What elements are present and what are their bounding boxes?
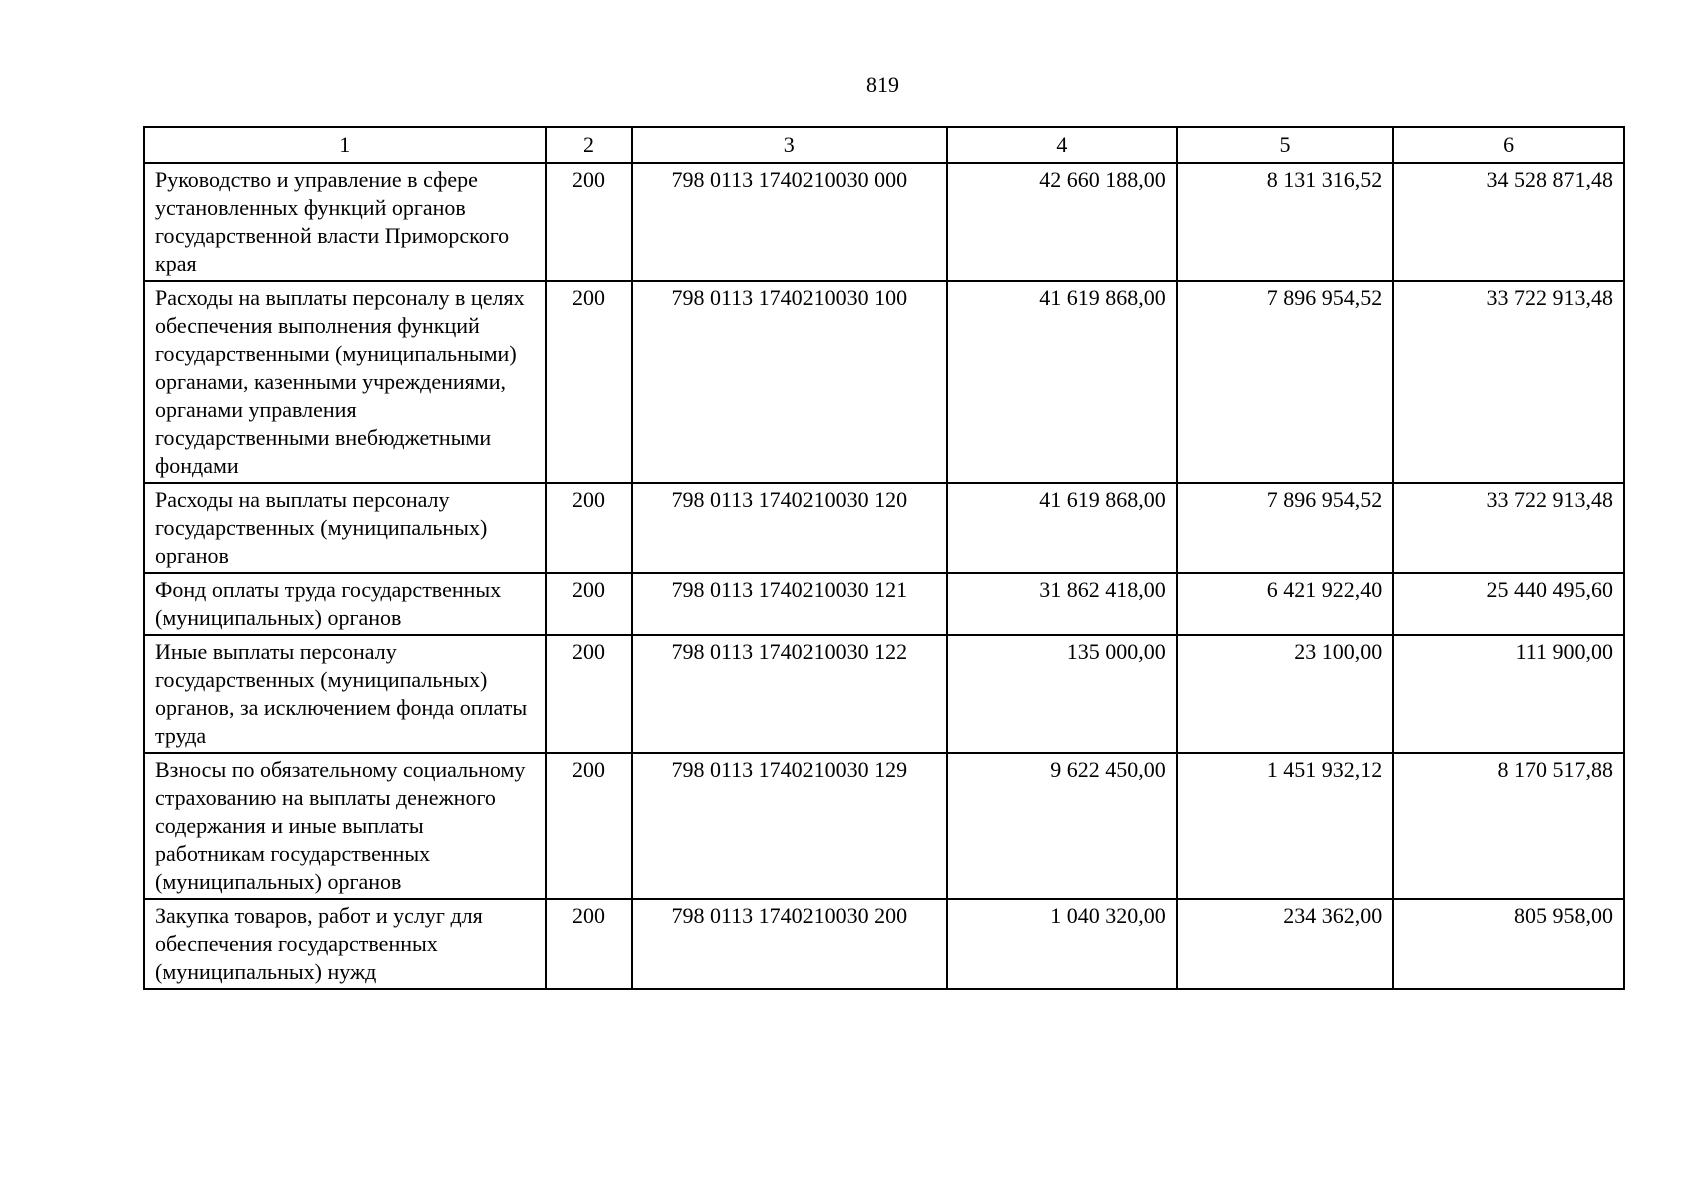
row-name-cell: Расходы на выплаты персоналу государственных (муниципальных) органов (144, 483, 546, 573)
row-name-cell: Взносы по обязательному социальному страхованию на выплаты денежного содержания и иные выплаты работникам государственных (муниципальных) органов (144, 753, 546, 899)
row-code-cell: 200 (546, 163, 632, 281)
row-remaining-cell: 34 528 871,48 (1393, 163, 1624, 281)
row-remaining-cell: 33 722 913,48 (1393, 281, 1624, 483)
table-row (144, 281, 1624, 483)
row-executed-cell: 8 131 316,52 (1177, 163, 1394, 281)
row-code-cell: 200 (546, 753, 632, 899)
row-approved-cell: 1 040 320,00 (947, 899, 1177, 989)
row-kbk-cell: 798 0113 1740210030 000 (632, 163, 948, 281)
row-approved-cell: 135 000,00 (947, 635, 1177, 753)
budget-execution-table (143, 126, 1625, 990)
row-executed-cell: 23 100,00 (1177, 635, 1394, 753)
table-row (144, 483, 1624, 573)
row-executed-cell: 234 362,00 (1177, 899, 1394, 989)
row-kbk-cell: 798 0113 1740210030 120 (632, 483, 948, 573)
table-header-row (144, 127, 1624, 163)
row-approved-cell: 41 619 868,00 (947, 483, 1177, 573)
page-number: 819 (866, 72, 899, 97)
row-executed-cell: 1 451 932,12 (1177, 753, 1394, 899)
row-name-cell: Фонд оплаты труда государственных (муниципальных) органов (144, 573, 546, 635)
row-approved-cell: 41 619 868,00 (947, 281, 1177, 483)
row-name-cell: Иные выплаты персоналу государственных (муниципальных) органов, за исключением фонда оплаты труда (144, 635, 546, 753)
table-row (144, 635, 1624, 753)
row-code-cell: 200 (546, 635, 632, 753)
row-kbk-cell: 798 0113 1740210030 100 (632, 281, 948, 483)
row-approved-cell: 31 862 418,00 (947, 573, 1177, 635)
row-name-cell: Руководство и управление в сфере установленных функций органов государственной власти Приморского края (144, 163, 546, 281)
row-remaining-cell: 8 170 517,88 (1393, 753, 1624, 899)
row-code-cell: 200 (546, 281, 632, 483)
row-remaining-cell: 25 440 495,60 (1393, 573, 1624, 635)
row-kbk-cell: 798 0113 1740210030 121 (632, 573, 948, 635)
column-header-1: 1 (144, 127, 546, 163)
row-remaining-cell: 805 958,00 (1393, 899, 1624, 989)
column-header-6: 6 (1393, 127, 1624, 163)
row-kbk-cell: 798 0113 1740210030 200 (632, 899, 948, 989)
row-approved-cell: 42 660 188,00 (947, 163, 1177, 281)
row-name-cell: Расходы на выплаты персоналу в целях обеспечения выполнения функций государственными (муниципальными) органами, казенными учреждениями, органами управления государственными внебюджетными фондами (144, 281, 546, 483)
column-header-5: 5 (1177, 127, 1394, 163)
table-row (144, 163, 1624, 281)
row-kbk-cell: 798 0113 1740210030 122 (632, 635, 948, 753)
row-remaining-cell: 33 722 913,48 (1393, 483, 1624, 573)
column-header-2: 2 (546, 127, 632, 163)
table-row (144, 753, 1624, 899)
row-code-cell: 200 (546, 483, 632, 573)
row-code-cell: 200 (546, 573, 632, 635)
row-remaining-cell: 111 900,00 (1393, 635, 1624, 753)
row-name-cell: Закупка товаров, работ и услуг для обеспечения государственных (муниципальных) нужд (144, 899, 546, 989)
row-executed-cell: 7 896 954,52 (1177, 483, 1394, 573)
table-row (144, 899, 1624, 989)
row-executed-cell: 6 421 922,40 (1177, 573, 1394, 635)
column-header-4: 4 (947, 127, 1177, 163)
row-code-cell: 200 (546, 899, 632, 989)
row-executed-cell: 7 896 954,52 (1177, 281, 1394, 483)
row-approved-cell: 9 622 450,00 (947, 753, 1177, 899)
table-row (144, 573, 1624, 635)
row-kbk-cell: 798 0113 1740210030 129 (632, 753, 948, 899)
column-header-3: 3 (632, 127, 948, 163)
